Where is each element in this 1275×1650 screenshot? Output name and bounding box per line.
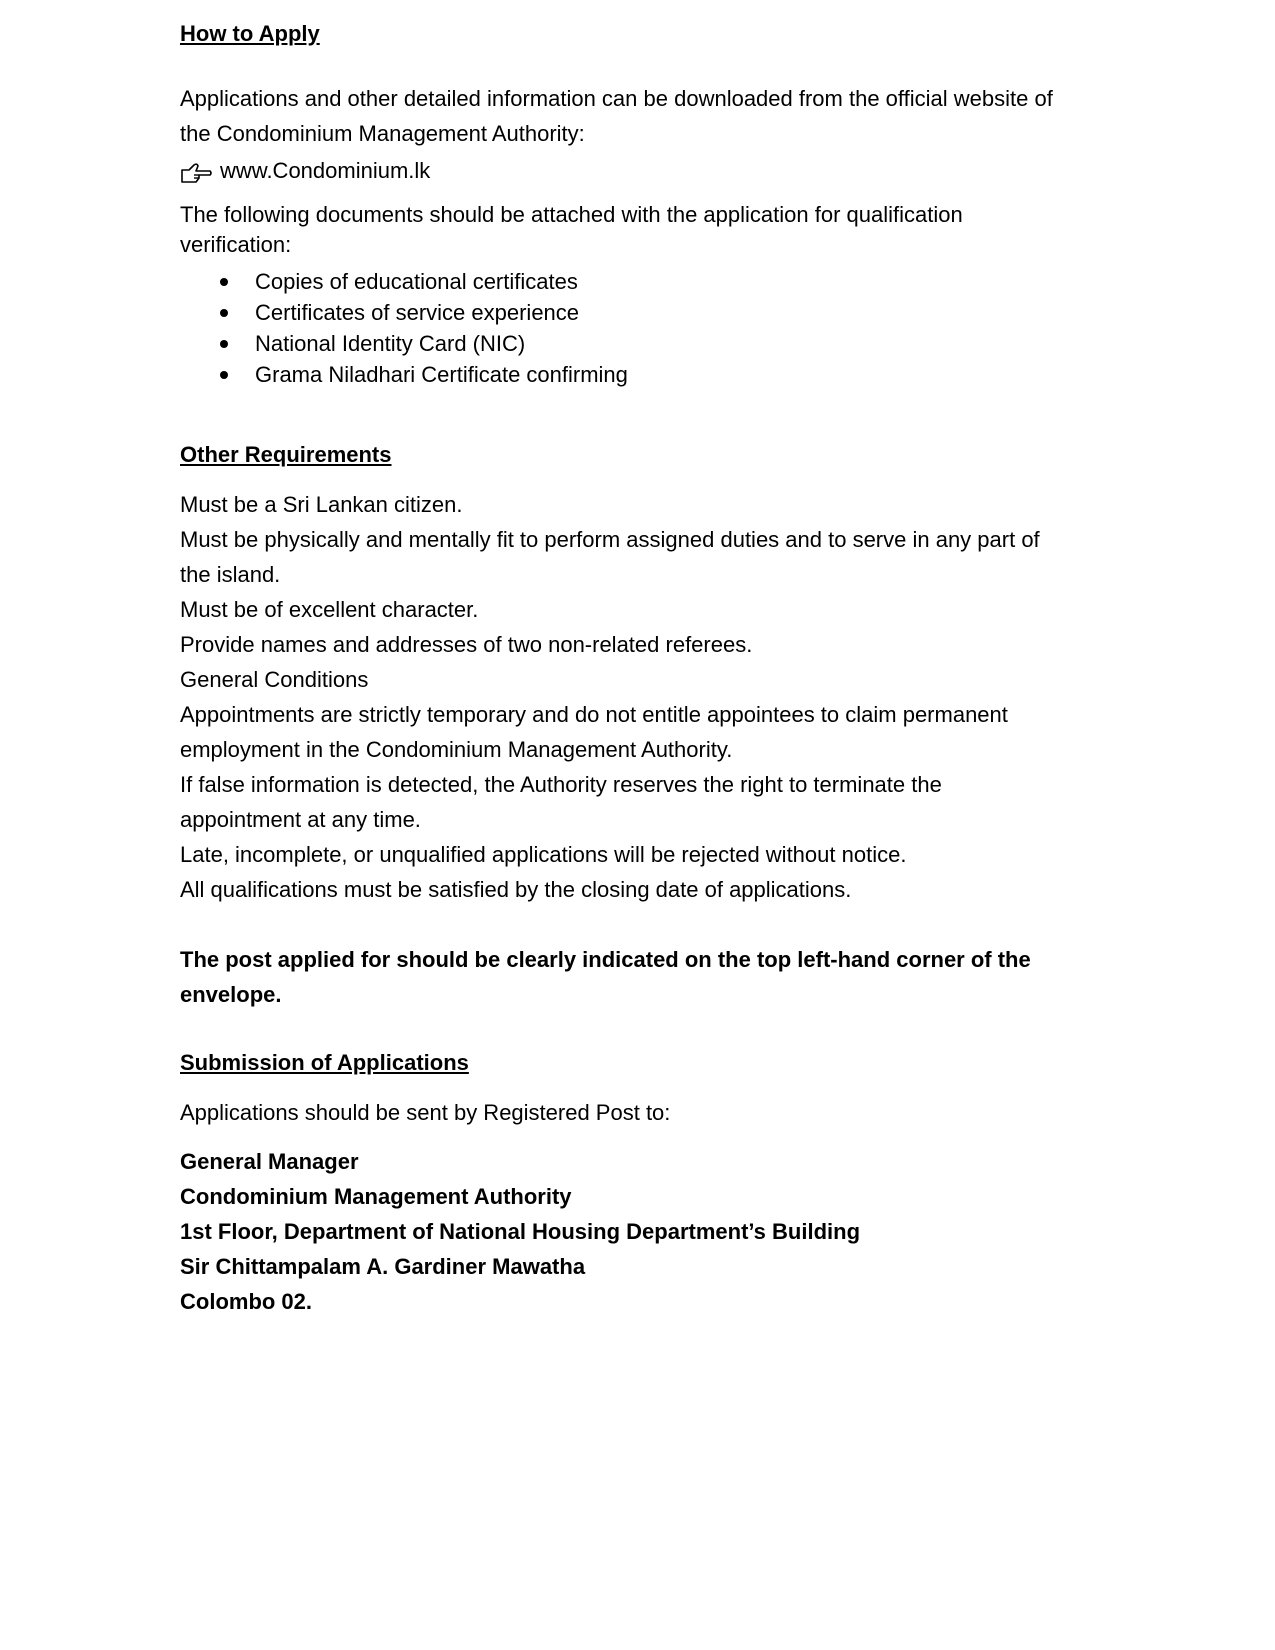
requirement-line: Provide names and addresses of two non-related referees. xyxy=(180,632,753,657)
address-line: Colombo 02. xyxy=(180,1289,313,1314)
address-line: Condominium Management Authority xyxy=(180,1184,572,1209)
address-line: General Manager xyxy=(180,1149,359,1174)
requirement-line: Late, incomplete, or unqualified applications will be rejected without notice. xyxy=(180,842,907,867)
envelope-note-line-2: envelope. xyxy=(180,982,282,1007)
address-line: 1st Floor, Department of National Housing Department’s Building xyxy=(180,1219,861,1244)
how-to-apply-heading: How to Apply xyxy=(180,21,320,46)
documents-intro-line-2: verification: xyxy=(180,232,292,257)
requirement-line: Must be physically and mentally fit to perform assigned duties and to serve in any part of xyxy=(180,527,1040,552)
address-line: Sir Chittampalam A. Gardiner Mawatha xyxy=(180,1254,586,1279)
apply-intro-line-2: the Condominium Management Authority: xyxy=(180,121,585,146)
list-item: National Identity Card (NIC) xyxy=(180,328,1120,359)
requirement-line: appointment at any time. xyxy=(180,807,421,832)
envelope-note-line-1: The post applied for should be clearly indicated on the top left-hand corner of the xyxy=(180,947,1031,972)
document-page xyxy=(180,0,1120,1319)
list-item: Grama Niladhari Certificate confirming xyxy=(180,359,1120,390)
requirements-block xyxy=(180,487,1120,907)
requirement-line: If false information is detected, the Authority reserves the right to terminate the xyxy=(180,772,942,797)
requirement-line: the island. xyxy=(180,562,281,587)
pointing-hand-icon xyxy=(180,159,212,183)
requirement-line: Must be of excellent character. xyxy=(180,597,479,622)
submission-heading: Submission of Applications xyxy=(180,1050,469,1075)
submission-intro: Applications should be sent by Registered Post to: xyxy=(180,1100,671,1125)
list-item: Copies of educational certificates xyxy=(180,266,1120,297)
requirement-line: All qualifications must be satisfied by the closing date of applications. xyxy=(180,877,852,902)
mailing-address xyxy=(180,1144,1120,1319)
general-conditions-label: General Conditions xyxy=(180,667,369,692)
apply-intro-line-1: Applications and other detailed information can be downloaded from the official website of xyxy=(180,86,1053,111)
list-item: Certificates of service experience xyxy=(180,297,1120,328)
requirement-line: Appointments are strictly temporary and do not entitle appointees to claim permanent xyxy=(180,702,1008,727)
documents-list xyxy=(180,266,1120,390)
other-requirements-heading: Other Requirements xyxy=(180,442,392,467)
documents-intro-line-1: The following documents should be attached with the application for qualification xyxy=(180,202,963,227)
website-row xyxy=(180,153,1120,188)
website-link[interactable]: www.Condominium.lk xyxy=(220,158,431,183)
requirement-line: employment in the Condominium Management Authority. xyxy=(180,737,733,762)
requirement-line: Must be a Sri Lankan citizen. xyxy=(180,492,463,517)
